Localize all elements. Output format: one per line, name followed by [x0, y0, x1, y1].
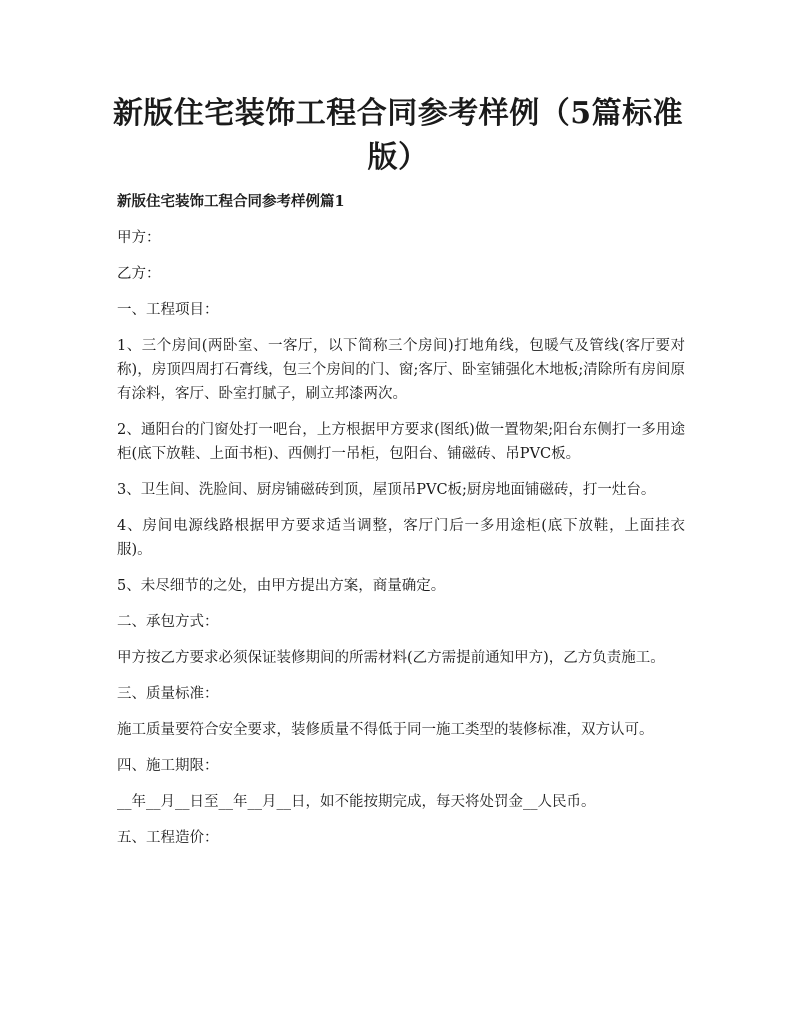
section-heading: 新版住宅装饰工程合同参考样例篇1: [117, 193, 345, 210]
schedule-text: __年__月__日至__年__月__日，如不能按期完成，每天将处罚金__人民币。: [117, 794, 596, 810]
party-a-label: 甲方：: [117, 230, 161, 246]
section-schedule-heading: 四、施工期限：: [117, 758, 219, 774]
party-b-label: 乙方：: [117, 266, 161, 282]
section-cost-heading: 五、工程造价：: [117, 830, 219, 846]
project-item-4: 4、房间电源线路根据甲方要求适当调整，客厅门后一多用途柜(底下放鞋，上面挂衣服)。: [117, 518, 685, 558]
project-item-3: 3、卫生间、洗脸间、厨房铺磁砖到顶，屋顶吊PVC板;厨房地面铺磁砖，打一灶台。: [117, 482, 656, 498]
project-item-5: 5、未尽细节的之处，由甲方提出方案，商量确定。: [117, 578, 446, 594]
section-contract-method-heading: 二、承包方式：: [117, 614, 219, 630]
project-item-2: 2、通阳台的门窗处打一吧台，上方根据甲方要求(图纸)做一置物架;阳台东侧打一多用途柜(底下放鞋、上面书柜)、西侧打一吊柜，包阳台、铺磁砖、吊PVC板。: [117, 422, 685, 462]
quality-text: 施工质量要符合安全要求，装修质量不得低于同一施工类型的装修标准，双方认可。: [117, 722, 654, 738]
document-title: 新版住宅装饰工程合同参考样例（5篇标准版）: [112, 96, 684, 175]
section-quality-heading: 三、质量标准：: [117, 686, 219, 702]
project-item-1: 1、三个房间(两卧室、一客厅，以下简称三个房间)打地角线，包暖气及管线(客厅要对称)，房顶四周打石膏线，包三个房间的门、窗;客厅、卧室铺强化木地板;清除所有房间原有涂料，客厅、卧室打腻子，刷立邦漆两次。: [117, 338, 685, 402]
contract-method-text: 甲方按乙方要求必须保证装修期间的所需材料(乙方需提前通知甲方)，乙方负责施工。: [117, 650, 665, 666]
section-project-heading: 一、工程项目：: [117, 302, 219, 318]
document-body: [117, 190, 685, 862]
